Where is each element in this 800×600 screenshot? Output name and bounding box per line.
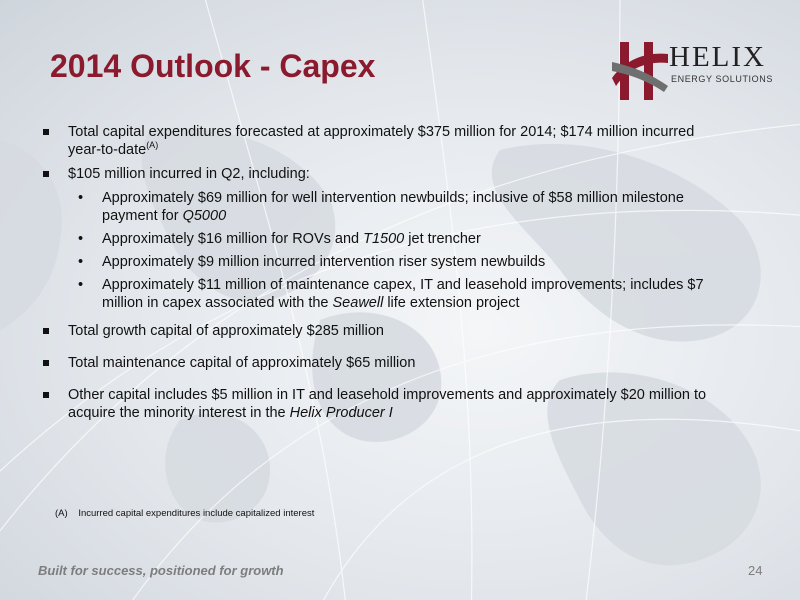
helix-logo-icon — [612, 38, 668, 103]
bullet-text: jet trencher — [404, 231, 481, 247]
bullet-text: Approximately $9 million incurred intervention riser system newbuilds — [102, 254, 546, 270]
bullet-line — [68, 386, 720, 422]
bullet-list — [40, 123, 720, 436]
bullet-text: Total capital expenditures forecasted at approximately $375 million for 2014; $174 million incurred year-to-date — [68, 124, 695, 158]
footnote-reference: (A) — [146, 140, 159, 151]
sub-bullet-item — [40, 253, 720, 271]
bullet-text: Total maintenance capital of approximately $65 million — [68, 355, 416, 371]
sub-bullet-item — [40, 230, 720, 248]
page-title: 2014 Outlook - Capex — [50, 48, 376, 84]
bullet-line — [68, 354, 720, 372]
logo-wordmark: HELIX — [669, 41, 766, 73]
bullet-text: Approximately $11 million of maintenance capex, IT and leasehold improvements; includes $7 million in capex associated with the — [102, 277, 704, 311]
bullet-line — [68, 123, 720, 159]
bullet-text: Seawell — [332, 295, 384, 311]
bullet-text: Approximately $16 million for ROVs and — [102, 231, 364, 247]
page-number: 24 — [748, 563, 763, 578]
bullet-text: $105 million incurred in Q2, including: — [68, 166, 310, 182]
bullet-text: Other capital includes $5 million in IT and leasehold improvements and approximately $20 million to acquire the minority interest in the — [68, 387, 707, 421]
sub-bullet-item — [40, 189, 720, 225]
bullet-item — [40, 386, 720, 422]
sub-bullet-list — [40, 189, 720, 312]
sub-bullet-item — [40, 276, 720, 312]
bullet-item — [40, 123, 720, 159]
bullet-line — [68, 322, 720, 340]
bullet-text: T1500 — [363, 231, 405, 247]
bullet-text: life extension project — [383, 295, 520, 311]
bullet-text: Approximately $69 million for well intervention newbuilds; inclusive of $58 million milestone payment for — [102, 190, 684, 224]
bullet-line — [68, 165, 720, 183]
footnote-text: Incurred capital expenditures include capitalized interest — [78, 508, 315, 519]
footer-tagline: Built for success, positioned for growth — [38, 563, 284, 578]
bullet-text: Total growth capital of approximately $285 million — [68, 323, 384, 339]
footnote-marker: (A) — [55, 508, 68, 519]
bullet-text: Helix Producer I — [289, 405, 393, 421]
bullet-item — [40, 165, 720, 183]
logo-tagline: ENERGY SOLUTIONS — [671, 74, 773, 84]
bullet-text: Q5000 — [182, 208, 227, 224]
helix-logo — [612, 38, 777, 103]
bullet-item — [40, 322, 720, 340]
footnote — [55, 508, 314, 519]
bullet-item — [40, 354, 720, 372]
